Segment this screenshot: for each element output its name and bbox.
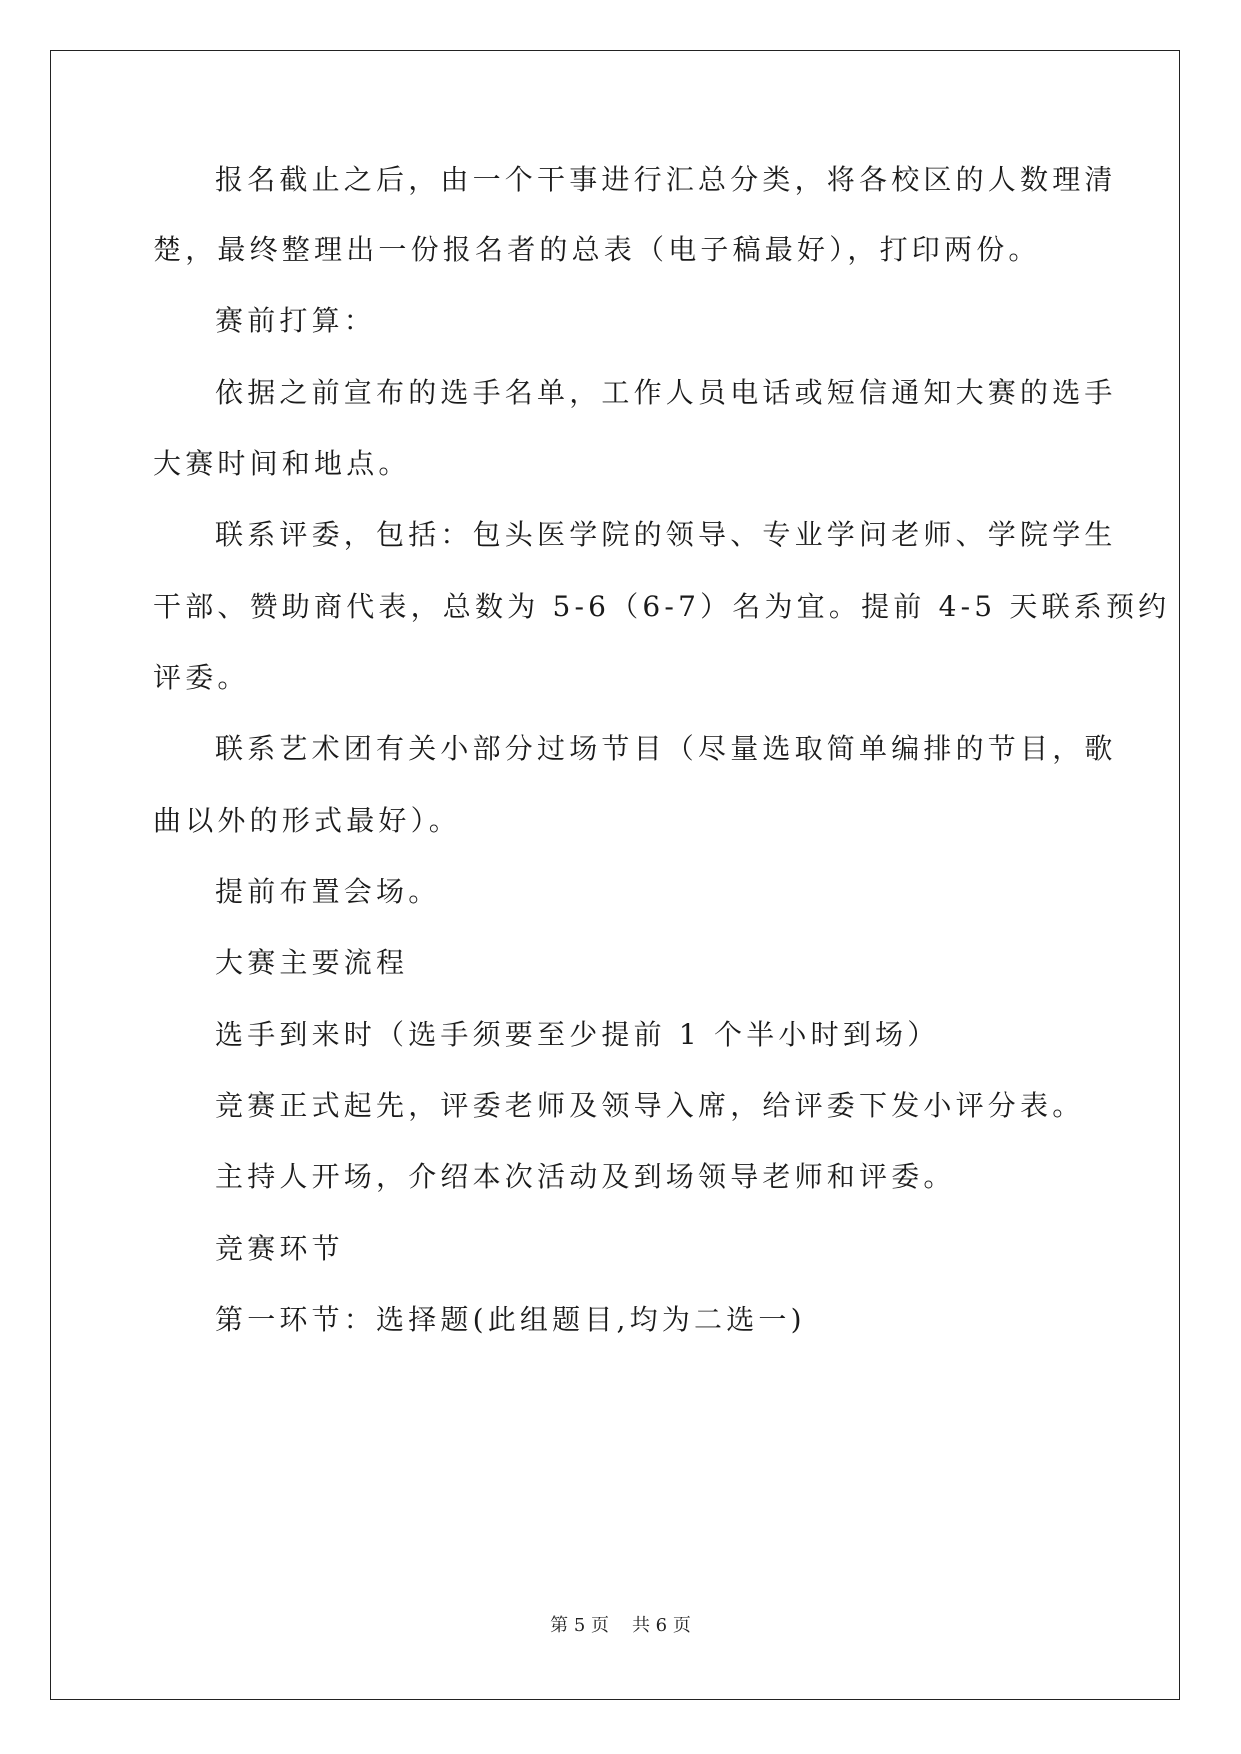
section-heading: 大赛主要流程: [215, 946, 409, 979]
paragraph-line: 提前布置会场。: [215, 875, 441, 908]
page-number-total: 共 6 页: [631, 1615, 691, 1636]
paragraph-line: 选手到来时（选手须要至少提前 1 个半小时到场）: [215, 1018, 940, 1051]
paragraph-line: 主持人开场，介绍本次活动及到场领导老师和评委。: [215, 1160, 956, 1193]
paragraph-line: 楚，最终整理出一份报名者的总表（电子稿最好），打印两份。: [153, 233, 1041, 266]
paragraph-line: 干部、赞助商代表，总数为 5-6（6-7）名为宜。提前 4-5 天联系预约: [153, 590, 1171, 623]
paragraph-line: 竞赛正式起先，评委老师及领导入席，给评委下发小评分表。: [215, 1089, 1085, 1122]
section-heading: 赛前打算：: [215, 304, 377, 337]
paragraph-line: 联系艺术团有关小部分过场节目（尽量选取简单编排的节目，歌: [215, 732, 1117, 765]
paragraph-line: 第一环节：选择题(此组题目,均为二选一): [215, 1303, 806, 1336]
page-number-current: 第 5 页: [550, 1615, 610, 1636]
paragraph-line: 报名截止之后，由一个干事进行汇总分类，将各校区的人数理清: [215, 163, 1117, 196]
paragraph-line: 联系评委，包括：包头医学院的领导、专业学问老师、学院学生: [215, 518, 1117, 551]
page-footer: [0, 1614, 1241, 1638]
paragraph-line: 评委。: [153, 661, 250, 694]
paragraph-line: 曲以外的形式最好）。: [153, 804, 462, 837]
section-heading: 竞赛环节: [215, 1232, 344, 1265]
paragraph-line: 依据之前宣布的选手名单，工作人员电话或短信通知大赛的选手: [215, 376, 1117, 409]
paragraph-line: 大赛时间和地点。: [153, 447, 411, 480]
